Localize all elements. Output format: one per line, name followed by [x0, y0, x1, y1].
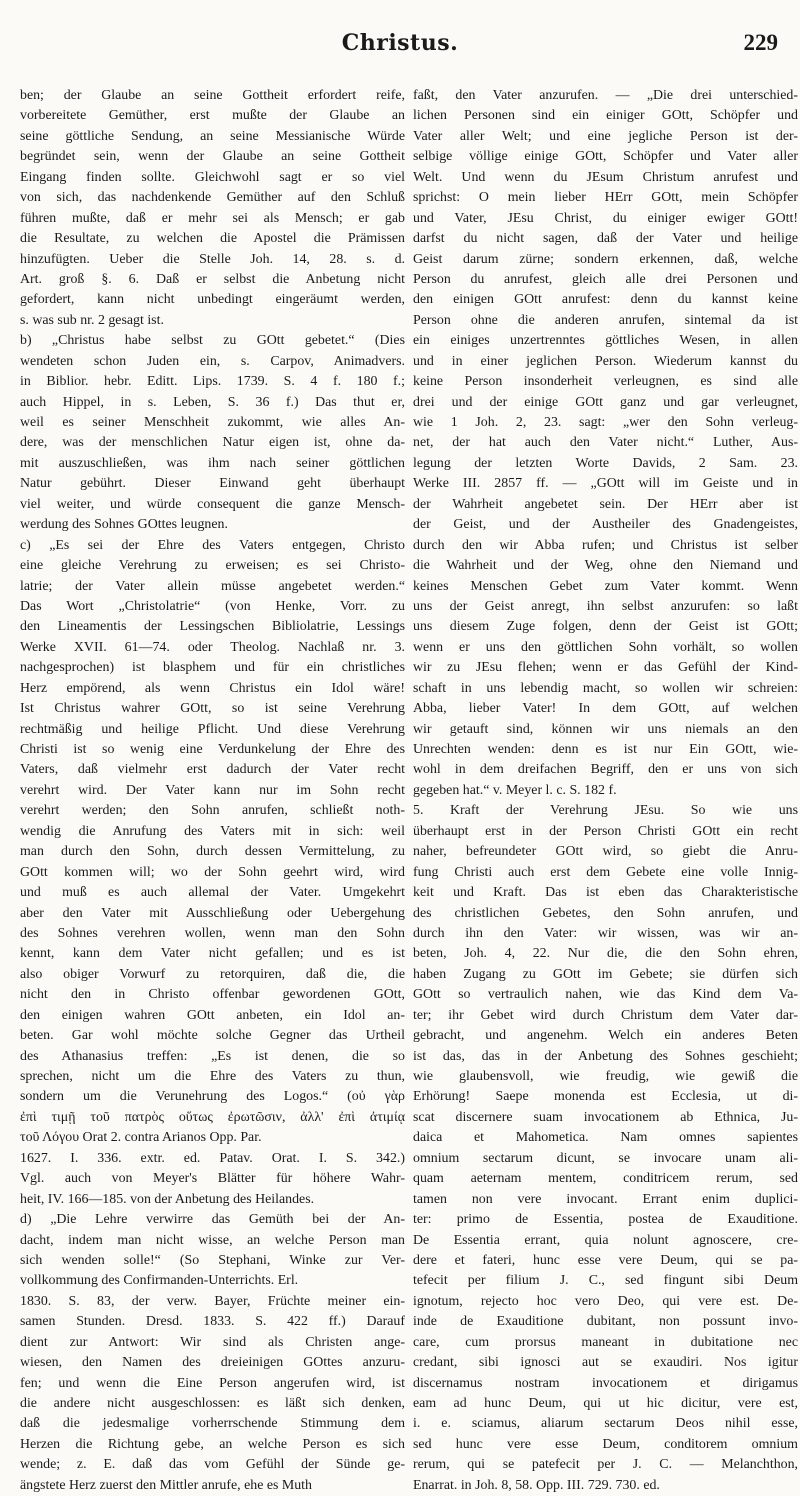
text-line: den einigen wahren GOtt anbeten, ein Idol an- [20, 1007, 405, 1023]
right-column [413, 86, 798, 1496]
text-line: wir getauft sind, können wir uns niemals an den [413, 721, 798, 737]
text-line: Eingang finden sollte. Gleichwohl sagt er so viel [20, 169, 405, 185]
text-line: Vaters, daß vielmehr erst dadurch der Vater recht [20, 762, 405, 778]
text-line: samen Stunden. Dresd. 1833. S. 422 ff.) Darauf [20, 1314, 405, 1330]
text-line: kennt, kann dem Vater nicht gefallen; und es ist [20, 946, 405, 962]
text-line: Ist Christus wahrer GOtt, so ist seine Verehrung [20, 701, 405, 717]
text-line: sprechen, nicht um die Ehre des Vaters zu thun, [20, 1069, 405, 1084]
text-line: wir zu JEsu flehen; wenn er das Gefühl der Kind- [413, 660, 798, 676]
text-line: fen; und wenn die Eine Person angerufen wird, ist [20, 1375, 405, 1391]
text-line: selbige völlige einige GOtt, Schöpfer und Vater aller [413, 149, 798, 165]
text-line: ist das, das in der Anbetung des Sohnes geschieht; [413, 1048, 798, 1064]
text-line: ein einiges unzertrenntes göttliches Wesen, in allen [413, 333, 798, 349]
text-line: begründet sein, wenn der Glaube an seine Gottheit [20, 149, 405, 165]
text-line: GOtt so vertraulich nahen, wie das Kind dem Va- [413, 987, 798, 1003]
text-line: 5. Kraft der Verehrung JEsu. So wie uns [413, 803, 798, 819]
text-line: in Biblior. hebr. Editt. Lips. 1739. S. 4 f. 180 f.; [20, 374, 405, 390]
text-line: Vgl. auch von Meyer's Blätter für höhere Wahr- [20, 1171, 405, 1187]
text-line: i. e. sciamus, aliarum sectarum Deos nihil esse, [413, 1416, 798, 1432]
text-line: Werke III. 2857 ff. — „GOtt will im Geiste und in [413, 476, 798, 492]
text-line: faßt, den Vater anzurufen. — „Die drei unterschied- [413, 88, 798, 103]
text-line: Das Wort „Christolatrie“ (von Henke, Vorr. zu [20, 598, 405, 614]
text-line: verehrt werden; den Sohn anrufen, schließt noth- [20, 803, 405, 819]
text-line: care, cum prorsus maneant in dubitatione nec [413, 1334, 798, 1350]
text-line: Herzen die Richtung gebe, an welche Person es sich [20, 1436, 405, 1452]
text-line: sed hunc vere esse Deum, conditorem omnium [413, 1436, 798, 1452]
text-line: net, der hat auch den Vater nicht.“ Luther, Aus- [413, 435, 798, 451]
text-line: s. was sub nr. 2 gesagt ist. [20, 312, 164, 328]
text-line: scat discernere suam invocationem ab Ethnica, Ju- [413, 1109, 798, 1125]
text-line: Enarrat. in Joh. 8, 58. Opp. III. 729. 730. ed. [413, 1477, 660, 1493]
text-line: durch den wir Abba rufen; und Christus ist selber [413, 537, 798, 553]
text-line: d) „Die Lehre verwirre das Gemüth bei der An- [20, 1212, 405, 1228]
text-line: des Athanasius treffen: „Es ist denen, die so [20, 1048, 405, 1064]
text-line: Person du anrufest, gleich alle drei Personen und [413, 271, 798, 287]
text-line: und Vater, JEsu Christ, du einiger ewiger GOtt! [413, 210, 798, 226]
text-line: der Wahrheit angebetet sein. Der HErr aber ist [413, 496, 798, 512]
text-line: 1627. I. 336. extr. ed. Patav. Orat. I. S. 342.) [20, 1150, 405, 1166]
text-line: keine Person insonderheit verleugnen, es sind alle [413, 374, 798, 390]
text-line: Herz empörend, als wenn Christus ein Idol wäre! [20, 680, 405, 696]
text-line: ter; ihr Gebet wird durch Christum dem Vater dar- [413, 1007, 798, 1023]
text-line: Vater aller Welt; und eine jegliche Person ist der- [413, 128, 798, 144]
text-line: von sich, das nachdenkende Gemüther auf den Schluß [20, 190, 405, 206]
text-line: Erhörung! Saepe monenda est Ecclesia, ut di- [413, 1089, 798, 1105]
text-line: gefordert, kann nicht unbedingt eingeräumt werden, [20, 292, 405, 308]
text-line: auch Hippel, in s. Leben, S. 36 f.) Das thut er, [20, 394, 405, 410]
text-line: darfst du nicht sagen, daß der Vater und heilige [413, 231, 798, 247]
text-line: c) „Es sei der Ehre des Vaters entgegen, Christo [20, 537, 405, 553]
text-line: viel weiter, und würde consequent die ganze Mensch- [20, 496, 405, 512]
text-line: nachgesprochen) ist blasphem und für ein christliches [20, 660, 405, 676]
text-line: schaft in uns lebendig macht, so wollen wir schreien: [413, 680, 798, 696]
text-line: fung Christi auch erst dem Gebete eine volle Innig- [413, 864, 798, 880]
text-line: werdung des Sohnes GOttes leugnen. [20, 517, 228, 533]
text-line: vorbereitete Gemüther, erst mußte der Glaube an [20, 108, 405, 124]
text-line: ängstete Herz zuerst den Mittler anrufe, ehe es Muth [20, 1477, 312, 1493]
text-line: seine göttliche Sendung, an seine Messianische Würde [20, 128, 405, 144]
text-line: keines Menschen Gebet zum Vater kommt. Wenn [413, 578, 798, 594]
text-line: quam aeternam mentem, conditricem rerum, sed [413, 1171, 798, 1187]
page-header [0, 30, 800, 58]
text-line: dere, was der menschlichen Natur eigen ist, ohne da- [20, 435, 405, 451]
text-line: Unrechten wenden: denn es ist nur Ein GOtt, wie- [413, 742, 798, 757]
text-line: Christi ist so wenig eine Verdunkelung der Ehre des [20, 742, 405, 757]
text-line: wohl in dem dreifachen Begriff, den er uns von sich [413, 762, 798, 778]
text-line: uns der Geist anregt, ihn selbst anzurufen: so laßt [413, 598, 798, 614]
text-line: ter: primo de Essentia, postea de Exauditione. [413, 1212, 798, 1228]
text-line: heit, IV. 166—185. von der Anbetung des Heilandes. [20, 1191, 315, 1207]
text-line: gegeben hat.“ v. Meyer l. c. S. 182 f. [413, 782, 617, 798]
text-line: inde de Exauditione dubitant, non possunt invo- [413, 1314, 798, 1330]
text-line: daß die jedesmalige vorherrschende Stimmung dem [20, 1416, 405, 1432]
text-line: 1830. S. 83, der verw. Bayer, Früchte meiner ein- [20, 1293, 405, 1309]
text-line: des Sohnes verehren wollen, wenn man den Sohn [20, 925, 405, 941]
text-line: Welt. Und wenn du JEsum Christum anrufest und [413, 169, 798, 185]
text-line: gebracht, und angenehm. Welch ein anderes Beten [413, 1028, 798, 1044]
text-line: den einigen GOtt anrufest: denn du kannst keine [413, 292, 798, 308]
text-line: De Essentia errant, quia nolunt agnoscere, cre- [413, 1232, 798, 1248]
text-line: sprichst: O mein lieber HErr GOtt, mein Schöpfer [413, 190, 798, 206]
text-line: haben Zugang zu GOtt im Gebete; sie dürfen sich [413, 966, 798, 982]
text-line: die Wahrheit und der Weg, ohne den Niemand und [413, 558, 798, 574]
text-line: Abba, lieber Vater! In dem GOtt, auf welchen [413, 701, 798, 717]
text-line: überhaupt erst in der Person Christi GOtt ein recht [413, 823, 798, 839]
text-line: und muß es auch allemal der Vater. Umgekehrt [20, 885, 405, 901]
text-line: dient zur Antwort: Wir sind als Christen ange- [20, 1334, 405, 1350]
text-line: wie glaubensvoll, wie freudig, wie gewiß die [413, 1069, 798, 1084]
text-line: weil es seiner Menschheit zukommt, wie alles An- [20, 415, 405, 430]
left-column [20, 86, 405, 1496]
text-line: man durch den Sohn, durch dessen Vermittelung, zu [20, 844, 405, 860]
text-line: wie 1 Joh. 2, 23. sagt: „wer den Sohn verleug- [413, 415, 798, 430]
text-line: keit und Kraft. Das ist eben das Charakteristische [413, 885, 798, 901]
text-line: Natur gebührt. Dieser Einwand geht überhaupt [20, 476, 405, 492]
text-line: uns diesem Zuge folgen, denn der Geist ist GOtt; [413, 619, 798, 635]
text-line: sondern um die Verunehrung des Logos.“ (οὐ γὰρ [20, 1089, 405, 1105]
text-line: nicht den in Christo offenbar gewordenen GOtt, [20, 987, 405, 1003]
text-line: Art. groß §. 6. Daß er selbst die Anbetung nicht [20, 271, 405, 287]
text-line: die andere nicht ausgeschlossen: es läßt sich denken, [20, 1396, 405, 1411]
text-line: verehrt wird. Der Vater kann nur im Sohn recht [20, 782, 405, 798]
text-line: Werke XVII. 61—74. oder Theolog. Nachlaß nr. 3. [20, 639, 405, 655]
text-line: wiesen, den Namen des dreieinigen GOttes anzuru- [20, 1355, 405, 1371]
text-line: mit auszuschließen, was ihm nach seiner göttlichen [20, 455, 405, 471]
text-line: führen mußte, daß er mehr sei als Mensch; er gab [20, 210, 405, 226]
text-line: und in einer jeglichen Person. Wiederum kannst du [413, 353, 798, 369]
text-line: ignotum, rejecto hoc vero Deo, qui vere est. De- [413, 1293, 798, 1309]
text-line: hinzufügten. Ueber die Stelle Joh. 14, 28. s. d. [20, 251, 405, 267]
text-line: aber den Vater mit Ausschließung oder Uebergehung [20, 905, 405, 921]
text-line: beten. Gar wohl möchte solche Gegner das Urtheil [20, 1028, 405, 1044]
text-line: rerum, qui se patefecit per J. C. — Melanchthon, [413, 1457, 798, 1473]
text-line: naher, befreundeter GOtt wird, so giebt die Anru- [413, 844, 798, 860]
text-line: daica et Mahometica. Nam omnes sapientes [413, 1130, 798, 1146]
text-line: omnium sectarum dicunt, se invocare unam ali- [413, 1150, 798, 1166]
running-title: Christus. [341, 30, 459, 56]
text-line: discernamus nostram invocationem et dirigamus [413, 1375, 798, 1391]
text-line: drei und der einige GOtt ganz und gar verleugnet, [413, 394, 798, 410]
text-line: wenn er uns den göttlichen Sohn vorhält, so wollen [413, 639, 798, 655]
text-line: credant, sibi ignosci aut se exaudiri. Nos igitur [413, 1355, 798, 1371]
text-line: vollkommung des Confirmanden-Unterrichts. Erl. [20, 1273, 299, 1289]
text-line: durch ihn den Vater: wir wissen, was wir an- [413, 925, 798, 941]
text-line: sich wenden solle!“ (So Stephani, Winke zur Ver- [20, 1252, 405, 1268]
text-line: wende; z. E. daß das vom Gefühl der Sünde ge- [20, 1457, 405, 1473]
text-line: dacht, indem man nicht wisse, an welche Person man [20, 1232, 405, 1248]
text-line: ben; der Glaube an seine Gottheit erfordert reife, [20, 88, 405, 103]
text-line: tefecit per filium J. C., sed fingunt sibi Deum [413, 1273, 798, 1289]
text-line: tamen non vere invocant. Errant enim duplici- [413, 1191, 798, 1207]
text-line: eam ad hunc Deum, qui ut hic dicitur, vere est, [413, 1396, 798, 1411]
text-line: Person ohne die anderen anrufen, sintemal da ist [413, 312, 798, 328]
text-line: die Resultate, zu welchen die Apostel die Prämissen [20, 231, 405, 247]
text-line: wendig die Anrufung des Vaters mit in sich: weil [20, 823, 405, 839]
text-line: des christlichen Gebetes, den Sohn anrufen, und [413, 905, 798, 921]
text-line: dere et fateri, hunc esse vere Deum, qui se pa- [413, 1252, 798, 1268]
text-line: ἐπὶ τιμῇ τοῦ πατρὸς οὕτως ἐρωτῶσιν, ἀλλ' ἐπὶ ἀτιμίᾳ [20, 1109, 405, 1125]
text-line: der Geist, und der Austheiler des Gnadengeistes, [413, 517, 798, 533]
text-line: eine gleiche Verehrung zu erweisen; es sei Christo- [20, 558, 405, 574]
text-line: τοῦ Λόγου Orat 2. contra Arianos Opp. Par. [20, 1130, 262, 1146]
text-line: den Lineamentis der Lessingschen Bibliolatrie, Lessings [20, 619, 405, 635]
text-line: latrie; der Vater allein müsse angebetet werden.“ [20, 578, 405, 594]
text-line: Geist darum zürne; sondern erkennen, daß, welche [413, 251, 798, 267]
text-line: wendeten schon Juden ein, s. Carpov, Animadvers. [20, 353, 405, 369]
text-line: b) „Christus habe selbst zu GOtt gebetet.“ (Dies [20, 333, 405, 349]
text-line: beten, Joh. 4, 22. Nur die, die den Sohn ehren, [413, 946, 798, 962]
text-line: legung der letzten Worte Davids, 2 Sam. 23. [413, 455, 798, 471]
text-line: rechtmäßig und heilige Pflicht. Und diese Verehrung [20, 721, 405, 737]
text-line: GOtt kommen will; wo der Sohn geehrt wird, wird [20, 864, 405, 880]
text-line: also obiger Vorwurf zu retorquiren, daß die, die [20, 966, 405, 982]
page-number: 229 [743, 30, 778, 55]
text-line: lichen Personen sind ein einiger GOtt, Schöpfer und [413, 108, 798, 124]
